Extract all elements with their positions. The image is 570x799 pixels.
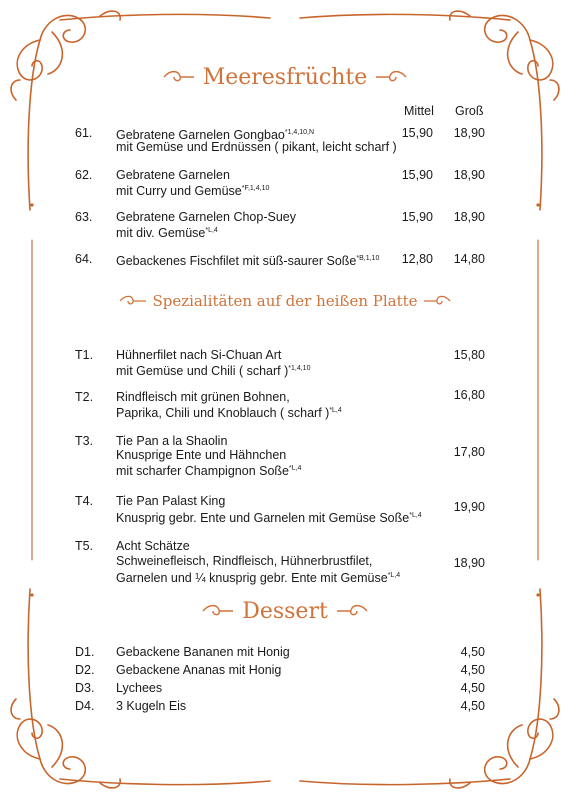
flourish-left-icon [201,602,235,620]
item-description: Paprika, Chili und Knoblauch ( scharf )$^{*L,4}$ [116,406,342,420]
column-header-gross: Groß [455,104,484,118]
flourish-left-icon [162,68,196,86]
price: 16,80 [453,388,485,402]
flourish-right-icon [335,602,369,620]
section-title-text: Dessert [242,598,328,624]
item-name: Gebackenes Fischfilet mit süß-saurer Soße$^{*B,1,10}$ [116,254,380,268]
item-name: Tie Pan Palast King [116,494,226,508]
price: 4,50 [460,699,485,713]
item-description: mit scharfer Champignon Soße$^{*L,4}$ [116,464,302,478]
section-title-text: Spezialitäten auf der heißen Platte [152,292,418,310]
price-mittel: 15,90 [401,126,433,140]
item-description: mit div. Gemüse$^{*L,4}$ [116,226,218,240]
item-description: mit Curry und Gemüse$^{*F,1,4,10}$ [116,184,270,198]
price-gross: 18,90 [453,168,485,182]
item-number: 61. [75,126,93,140]
item-number: 62. [75,168,93,182]
flourish-left-icon [118,293,148,309]
item-number: 64. [75,252,93,266]
price: 4,50 [460,645,485,659]
item-name: Gebackene Ananas mit Honig [116,663,282,677]
item-number: D4. [75,699,95,713]
item-name: Gebackene Bananen mit Honig [116,645,290,659]
item-name: Hühnerfilet nach Si-Chuan Art [116,348,282,362]
item-number: T4. [75,494,94,508]
item-number: D2. [75,663,95,677]
flourish-right-icon [422,293,452,309]
section-title-text: Meeresfrüchte [202,64,368,90]
column-header-mittel: Mittel [404,104,434,118]
item-name: Acht Schätze [116,539,190,553]
price-gross: 14,80 [453,252,485,266]
item-description: Knusprig gebr. Ente und Garnelen mit Gemüse Soße$^{*L,4}$ [116,511,422,525]
section-title-specialties [0,291,570,310]
item-description: mit Gemüse und Chili ( scharf )$^{*1,4,10}$ [116,364,311,378]
item-number: T1. [75,348,94,362]
item-number: D3. [75,681,95,695]
item-name: Gebratene Garnelen [116,168,230,182]
price: 4,50 [460,681,485,695]
item-name: 3 Kugeln Eis [116,699,187,713]
item-description: Garnelen und ¼ knusprig gebr. Ente mit Gemüse$^{*L,4}$ [116,571,401,585]
section-title-dessert [0,598,570,624]
item-description: Knusprige Ente und Hähnchen [116,448,287,462]
price-gross: 18,90 [453,126,485,140]
item-name: Gebratene Garnelen Chop-Suey [116,210,296,224]
item-name: Rindfleisch mit grünen Bohnen, [116,390,290,404]
item-name: Gebratene Garnelen Gongbao$^{*1,4,10,N}$ [116,128,315,142]
section-title-seafood [0,64,570,90]
item-number: T5. [75,539,94,553]
price-gross: 18,90 [453,210,485,224]
price-mittel: 15,90 [401,210,433,224]
item-number: 63. [75,210,93,224]
price: 4,50 [460,663,485,677]
item-name: Tie Pan a la Shaolin [116,434,228,448]
price-mittel: 15,90 [401,168,433,182]
price-mittel: 12,80 [401,252,433,266]
item-description: mit Gemüse und Erdnüssen ( pikant, leicht scharf ) [116,140,397,154]
price: 15,80 [453,348,485,362]
price: 17,80 [453,445,485,459]
item-name: Lychees [116,681,163,695]
flourish-right-icon [374,68,408,86]
item-number: T2. [75,390,94,404]
price: 18,90 [453,556,485,570]
price: 19,90 [453,500,485,514]
item-description: Schweinefleisch, Rindfleisch, Hühnerbrustfilet, [116,554,373,568]
item-number: T3. [75,434,94,448]
item-number: D1. [75,645,95,659]
